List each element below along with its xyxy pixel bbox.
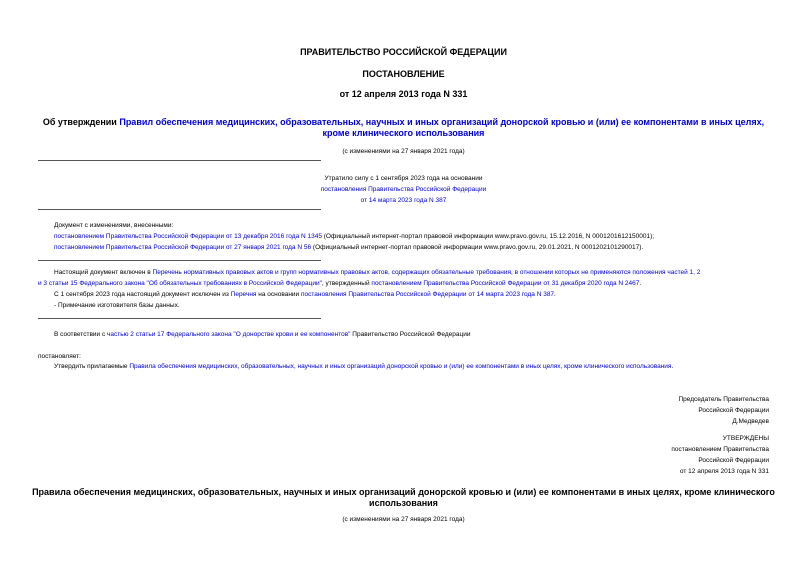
exclusion-paragraph	[38, 289, 770, 300]
rules-amendment-note: (с изменениями на 27 января 2021 года)	[342, 516, 465, 523]
approve-paragraph	[54, 361, 784, 372]
approved-country: Российской Федерации	[698, 457, 769, 464]
approved-date: от 12 апреля 2013 года N 331	[679, 468, 769, 475]
expired-link-2[interactable]: от 14 марта 2023 года N 387	[360, 197, 447, 204]
title-link-line2[interactable]: кроме клинического использования	[322, 128, 485, 138]
document-date: от 12 апреля 2013 года N 331	[339, 89, 468, 99]
signature-position: Председатель Правительства	[678, 396, 769, 403]
exclusion-text: С 1 сентября 2023 года настоящий документ исключен из	[54, 291, 231, 298]
changes-block	[54, 220, 774, 253]
federal-law-link[interactable]: частью 2 статьи 17 Федерального закона "О донорстве крови и ее компонентов"	[107, 331, 351, 338]
change-source-1: (Официальный интернет-портал правовой информации www.pravo.gov.ru, 15.12.2016, N 0001201612150001);	[321, 233, 655, 240]
approve-text: .	[671, 363, 674, 370]
basis-paragraph	[54, 329, 774, 340]
document-title	[0, 117, 807, 139]
producer-note: - Примечание изготовителя базы данных.	[54, 302, 180, 309]
inclusion-text: , утвержденный	[321, 280, 372, 287]
change-source-2: (Официальный интернет-портал правовой информации www.pravo.gov.ru, 29.01.2021, N 0001202101290017).	[311, 244, 644, 251]
approved-label: УТВЕРЖДЕНЫ	[722, 435, 769, 442]
changes-intro: Документ с изменениями, внесенными:	[54, 222, 174, 229]
expired-link-1[interactable]: постановления Правительства Российской Федерации	[320, 186, 487, 193]
inclusion-text: Настоящий документ включен в	[54, 269, 153, 276]
list-link-short[interactable]: Перечня	[230, 291, 257, 298]
rules-link[interactable]: Правила обеспечения медицинских, образовательных, научных и иных организаций донорской кровью и (или) ее компонентами в иных целях, кроме клинического использования	[129, 363, 672, 370]
divider	[38, 160, 321, 161]
inclusion-text: .	[639, 280, 642, 287]
document-type: ПОСТАНОВЛЕНИЕ	[362, 69, 445, 79]
signature-country: Российской Федерации	[698, 407, 769, 414]
approved-by: постановлением Правительства	[671, 446, 769, 453]
list-link[interactable]: Перечень нормативных правовых актов и групп нормативных правовых актов, содержащих обязательные требования, в отношении которых не применяются положения частей 1, 2	[152, 269, 701, 276]
expired-block	[0, 173, 807, 206]
change-link-2[interactable]: постановлением Правительства Российской Федерации от 27 января 2021 года N 56	[54, 244, 312, 251]
rules-title	[0, 487, 807, 509]
exclusion-resolution-link[interactable]: постановления Правительства Российской Федерации от 14 марта 2023 года N 387	[301, 291, 555, 298]
rules-title-line1: Правила обеспечения медицинских, образовательных, научных и иных организаций донорской кровью и (или) ее компонентами в иных целях, кроме клинического	[32, 487, 775, 497]
decides-label: постановляет:	[38, 353, 81, 360]
law-link[interactable]: и 3 статьи 15 Федерального закона "Об обязательных требованиях в Российской Федерации"	[38, 280, 322, 287]
inclusion-block	[38, 267, 770, 311]
exclusion-text: .	[554, 291, 556, 298]
government-name: ПРАВИТЕЛЬСТВО РОССИЙСКОЙ ФЕДЕРАЦИИ	[300, 47, 507, 57]
signature-name: Д.Медведев	[732, 418, 769, 425]
approve-text: Утвердить прилагаемые	[54, 363, 130, 370]
expired-line: Утратило силу с 1 сентября 2023 года на основании	[324, 175, 483, 182]
exclusion-text: на основании	[256, 291, 301, 298]
title-link[interactable]: Правил обеспечения медицинских, образовательных, научных и иных организаций донорской кровью и (или) ее компонентами в иных целях,	[119, 117, 765, 127]
divider	[38, 260, 321, 261]
divider	[38, 318, 321, 319]
rules-title-line2: использования	[369, 498, 438, 508]
inclusion-paragraph-cont	[38, 278, 770, 289]
change-item	[54, 231, 774, 242]
basis-text: Правительство Российской Федерации	[350, 331, 471, 338]
inclusion-paragraph	[38, 267, 770, 278]
title-prefix: Об утверждении	[42, 117, 117, 127]
amendment-note: (с изменениями на 27 января 2021 года)	[342, 148, 465, 155]
change-link-1[interactable]: постановлением Правительства Российской Федерации от 13 декабря 2016 года N 1345	[54, 233, 322, 240]
basis-text: В соответствии с	[54, 331, 108, 338]
approved-block	[671, 433, 769, 477]
signature-block	[678, 394, 769, 427]
resolution-link[interactable]: постановлением Правительства Российской Федерации от 31 декабря 2020 года N 2467	[371, 280, 640, 287]
change-item	[54, 242, 774, 253]
divider	[38, 209, 321, 210]
